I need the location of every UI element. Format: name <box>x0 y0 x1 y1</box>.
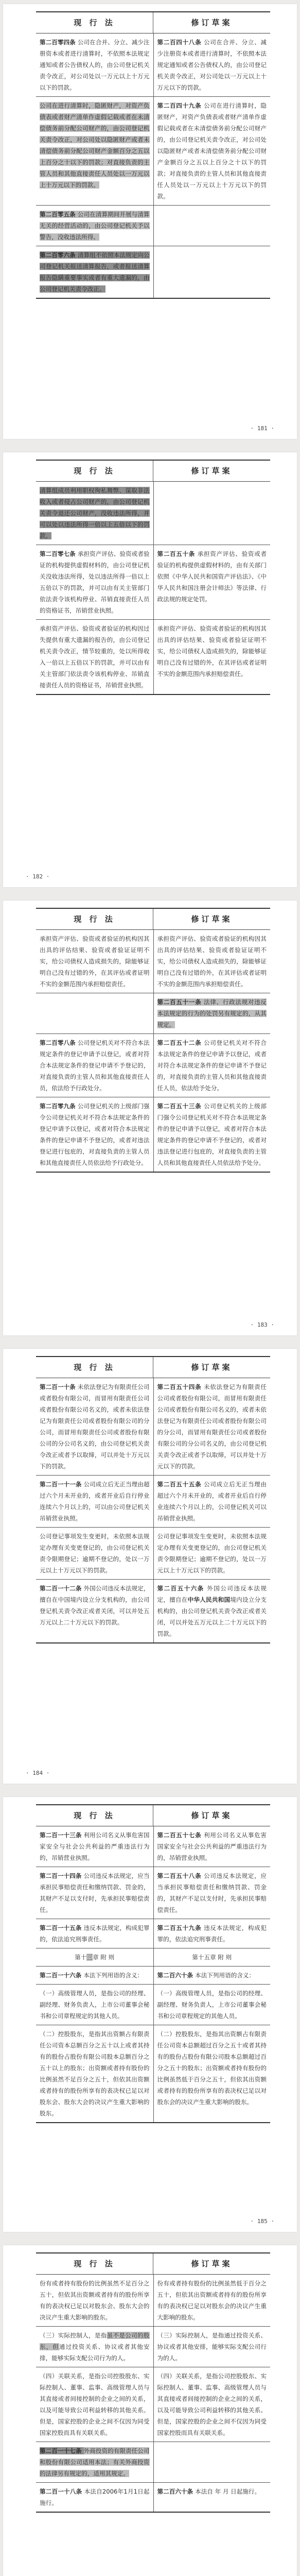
table-row <box>36 2275 270 2327</box>
table-row <box>36 206 270 246</box>
page-185 <box>3 1797 297 2232</box>
current-law-cell <box>36 1826 153 1867</box>
revised-draft-cell <box>153 1948 271 1966</box>
article-number: 第二百一十三条 <box>40 1832 84 1839</box>
provision-text: 三 <box>86 1954 93 1961</box>
provision-text: 外国公司违反本法规定，擅自在 <box>157 1585 267 1603</box>
revised-draft-cell <box>153 930 271 993</box>
page-183 <box>3 901 297 1335</box>
revised-draft-cell <box>153 1826 271 1867</box>
provision-text: 公司在进行清算时，隐匿财产，对资产负债表或者财产清单作虚假记载或者在未清偿债务前分配公司财产的，由公司登记机关责令改正，对公司处以隐匿财产或者未清偿债务前分配公司财产金额百分之五以上百分之十以下的罚款；对直接负责的主管人员和其他直接责任人员处以一万元以上十万元以下的罚款。 <box>157 102 267 200</box>
provision-text: 公司登记机关的上级部门强令公司登记机关对不符合本法规定条件的登记申请予以登记，或者对符合本法规定条件的登记申请不予登记的，或者对违法登记进行包庇的，对直接负责的主管人员和其他直接责任人员依法给予行政处分。 <box>40 1103 150 1166</box>
provision-text: 公司在进行清算时，隐匿财产，对资产负债表或者财产清单作虚假记载或者在未清偿债务前分配公司财产的，由公司登记机关责令改正，对公司处以隐匿财产或者未清偿债务前分配公司财产金额百分之五以上百分之十以下的罚款；对直接负责的主管人员和其他直接责任人员处以一万元以上十万元以下的罚款。 <box>40 102 150 189</box>
table-row <box>36 482 270 545</box>
article-number: 第二百五十条 <box>157 550 198 557</box>
provision-text: （二）控股股东，是指其出资额占有限责任公司资本总额百分之五十以上或者其持有的股份占股份有限公司股本总额百分之五十以上的股东；出资额或者持有股份的比例虽然不足百分之五十，但依其出资额或者持有的股份所享有的表决权已足以对股东会、股东大会的决议产生重大影响的股东。 <box>40 2030 150 2117</box>
revised-draft-cell <box>153 246 271 298</box>
revised-draft-cell <box>153 2367 271 2442</box>
provision-text: 公司登记事项发生变更时，未依照本法规定办理有关变更登记的，由公司登记机关责令限期登记；逾期不登记的，处以一万元以上十万元以下的罚款。 <box>157 1533 267 1574</box>
article-number: 第二百五十五条 <box>157 1481 204 1488</box>
article-number: 第二百零八条 <box>40 1039 78 1046</box>
article-number: 第二百一十一条 <box>40 1481 84 1488</box>
table-row <box>36 1867 270 1919</box>
table-row <box>36 246 270 298</box>
table-row <box>36 1476 270 1528</box>
current-law-cell <box>36 1476 153 1527</box>
current-law-cell <box>36 620 153 694</box>
provision-text: 违反本法规定，构成犯罪的，依法追究刑事责任。 <box>40 1924 150 1943</box>
current-law-cell <box>36 1580 153 1642</box>
comparison-table <box>36 2252 270 2513</box>
revised-draft-header: 修订草案 <box>153 12 270 33</box>
table-row <box>36 33 270 97</box>
revised-draft-header: 修订草案 <box>153 909 270 929</box>
table-rows <box>36 33 270 298</box>
provision-text: （三）实际控制人，是指 <box>40 2332 107 2339</box>
current-law-cell <box>36 246 153 298</box>
table-row <box>36 97 270 206</box>
provision-text: 清算组成员利用职权徇私舞弊、谋取非法收入或者侵占公司财产的，由公司登记机关责令退还公司财产，没收违法所得，并可以处以违法所得一倍以上五倍以下的罚款。 <box>40 487 150 539</box>
article-number: 中华人民共和国 <box>187 1596 231 1603</box>
article-number: 第二百四十八条 <box>157 39 204 46</box>
provision-text: 违反本法规定，构成犯罪的，依法追究刑事责任。 <box>157 1924 267 1943</box>
page-number: · 182 · <box>26 873 50 880</box>
comparison-table <box>36 1804 270 2123</box>
table-row <box>36 993 270 1034</box>
table-row <box>36 1826 270 1867</box>
revised-draft-cell <box>153 1967 271 1984</box>
provision-text: 法律、行政法规对违反本法规定的行为的处罚另有规定的，从其规定。 <box>157 998 267 1028</box>
article-number: 第二百零四条 <box>40 39 78 46</box>
revised-draft-cell <box>153 1580 271 1642</box>
page-number: · 183 · <box>250 1321 274 1328</box>
revised-draft-cell <box>153 2025 271 2122</box>
article-number: 第二百零五条 <box>40 211 78 218</box>
current-law-cell <box>36 1528 153 1579</box>
revised-draft-cell <box>153 1919 271 1948</box>
comparison-table <box>36 11 270 299</box>
provision-text: 公司成立后无正当理由超过六个月未开业的，或者开业后自行停业连续六个月以上的，公司登记机关可以吊销营业执照。 <box>157 1481 267 1522</box>
provision-text: 境内设立分支机构的，由公司登记机关责令改正或者关闭，可以并处五万元以上二十万元以下的罚款。 <box>157 1596 267 1637</box>
table-row <box>36 2025 270 2122</box>
revised-draft-cell <box>153 1034 271 1097</box>
provision-text: 承担资产评估、验资或者验证的机构因其出具的评估结果、验资或者验证证明不实，给公司债权人造成损失的，除能够证明自己没有过错的外，在其评估或者证明不实的金额范围内承担赔偿责任。 <box>40 935 150 988</box>
revised-draft-cell <box>153 33 271 96</box>
provision-text: 承担资产评估、验资或者验证的机构因其出具的评估结果、验资或者验证证明不实，给公司债权人造成损失的，除能够证明自己没有过错的外，在其评估或者证明不实的金额范围内承担赔偿责任。 <box>157 625 267 677</box>
table-row <box>36 620 270 694</box>
article-number: 第二百五十六条 <box>157 1585 207 1592</box>
article-number: 第二百六十条 <box>157 2488 196 2495</box>
table-row <box>36 1948 270 1967</box>
current-law-cell <box>36 1919 153 1948</box>
table-row <box>36 545 270 620</box>
provision-text: 承担资产评估、验资或者验证的机构因过失提供有重大遗漏的报告的，由公司登记机关责令改正，情节较重的，处以所得收入一倍以上五倍以下的罚款，并可以由有关主管部门依法责令该机构停业、吊销直接责任人员的资格证书，吊销营业执照。 <box>40 625 150 689</box>
current-law-cell <box>36 993 153 1033</box>
current-law-cell <box>36 1867 153 1919</box>
provision-text: （二）控股股东，是指其出资额占有限责任公司资本总额超过百分之五十或者其持有的股份占股份有限公司股本总额超过百分之五十的股东；出资额或者持有股份的比例虽然低于百分之五十，但依其出资额或者持有的股份所享有的表决权已足以对股东会的决议产生重大影响的股东。 <box>157 2030 267 2106</box>
current-law-header: 现 行 法 <box>74 1811 115 1820</box>
page-182 <box>3 452 297 887</box>
table-header <box>36 909 270 930</box>
table-rows <box>36 1378 270 1642</box>
provision-text: 第十五章 附 则 <box>192 1954 232 1961</box>
provision-text: 公司成立后无正当理由超过六个月未开业的，或者开业后自行停业连续六个月以上的，可以由公司登记机关吊销营业执照。 <box>40 1481 150 1522</box>
provision-text: 公司在清算期间开展与清算无关的经营活动的，由公司登记机关予以警告，没收违法所得。 <box>40 211 150 241</box>
article-number: 第二百五十七条 <box>157 1832 204 1839</box>
current-law-cell <box>36 2025 153 2122</box>
provision-text: 清算组不依照本法规定向公司登记机关报送清算报告，或者报送清算报告隐瞒重要事实或者有重大遗漏的，由公司登记机关责令改正。 <box>40 251 150 293</box>
table-rows <box>36 1826 270 2122</box>
current-law-header: 现 行 法 <box>74 2259 115 2268</box>
article-number: 第二百一十五条 <box>40 1924 84 1931</box>
current-law-cell <box>36 482 153 545</box>
article-number: 第二百六十条 <box>157 1972 196 1979</box>
revised-draft-cell <box>153 1867 271 1919</box>
current-law-cell <box>36 2275 153 2326</box>
revised-draft-header: 修订草案 <box>153 1357 270 1378</box>
article-number: 第二百五十四条 <box>157 1383 204 1391</box>
provision-text: 份有或者持有股份的比例虽然不足百分之五十，但依其出资额或者持有的股份所享有的表决权已足以对股东会、股东大会的决议产生重大影响的股东。 <box>40 2280 150 2321</box>
current-law-cell <box>36 2367 153 2442</box>
article-number: 第二百零七条 <box>40 550 78 557</box>
table-header <box>36 1805 270 1826</box>
provision-text: 未依法登记为有限责任公司或者股份有限公司，而冒用有限责任公司或者股份有限公司名义的，或者未依法登记为有限责任公司或者股份有限公司的分公司，而冒用有限责任公司或者股份有限公司的分公司名义的，由公司登记机关责令改正或者予以取缔，可以并处十万元以下的罚款。 <box>157 1383 267 1470</box>
table-row <box>36 1580 270 1642</box>
table-header <box>36 12 270 33</box>
current-law-cell <box>36 930 153 993</box>
article-number: 第二百零九条 <box>40 1103 78 1110</box>
current-law-cell <box>36 1378 153 1475</box>
revised-draft-cell <box>153 1985 271 2025</box>
table-row <box>36 1097 270 1172</box>
table-row <box>36 1967 270 1985</box>
article-number: 第二百五十二条 <box>157 1039 204 1046</box>
article-number: 第二百五十八条 <box>157 1872 204 1879</box>
article-number: 第二百零六条 <box>40 251 78 259</box>
comparison-table <box>36 1356 270 1643</box>
current-law-cell <box>36 1097 153 1172</box>
page-number: · 185 · <box>250 2218 274 2225</box>
provision-text: 公司违反本法规定，应当承担民事赔偿责任和缴纳罚款、罚金的，其财产不足以支付时，先承担民事赔偿责任。 <box>40 1872 150 1913</box>
current-law-header: 现 行 法 <box>74 1363 115 1372</box>
table-header <box>36 461 270 482</box>
article-number: 第二百一十条 <box>40 1383 78 1391</box>
page-184 <box>3 1349 297 1784</box>
provision-text: 第十 <box>75 1954 87 1961</box>
revised-draft-cell <box>153 2275 271 2326</box>
table-row <box>36 1985 270 2025</box>
table-row <box>36 2327 270 2367</box>
current-law-cell <box>36 1948 153 1966</box>
provision-text: 通过投资关系、协议或者其他安排，能够实际支配公司行为的人。 <box>40 2343 150 2362</box>
comparison-table <box>36 908 270 1173</box>
provision-text: 公司在合并、分立、减少注册资本或者进行清算时，不依照本法规定通知或者公告债权人的，由公司登记机关责令改正，对公司处以一万元以上十万元以下的罚款。 <box>157 39 267 91</box>
table-rows <box>36 2275 270 2512</box>
revised-draft-cell <box>153 1476 271 1527</box>
article-number: 第二百一十八条 <box>40 2488 84 2495</box>
provision-text: 承担资产评估、验资或者验证的机构提供虚假材料的，由有关部门依照《中华人民共和国资产评估法》、《中华人民共和国注册会计师法》等法律、行政法规的规定处罚。 <box>157 550 267 603</box>
provision-text: 本法下列用语的含义： <box>195 1972 255 1979</box>
revised-draft-cell <box>153 1528 271 1579</box>
current-law-cell <box>36 1985 153 2025</box>
current-law-cell <box>36 97 153 205</box>
page-186 <box>3 2245 297 2576</box>
table-row <box>36 1528 270 1580</box>
revised-draft-cell <box>153 993 271 1033</box>
article-number: 第二百四十九条 <box>157 102 204 109</box>
article-number: 第二百一十二条 <box>40 1585 84 1592</box>
revised-draft-header: 修订草案 <box>153 2253 270 2274</box>
current-law-cell <box>36 545 153 619</box>
current-law-cell <box>36 1967 153 1984</box>
revised-draft-header: 修订草案 <box>153 461 270 481</box>
current-law-cell <box>36 2327 153 2367</box>
current-law-header: 现 行 法 <box>74 466 115 476</box>
current-law-cell <box>36 2442 153 2482</box>
provision-text: 本法自2006年1月1日起施行。 <box>40 2488 150 2506</box>
provision-text: 公司登记机关对不符合本法规定条件的登记申请予以登记，或者对符合本法规定条件的登记申请不予登记的，对直接负责的主管人员和其他直接责任人员，依法给予处分。 <box>157 1039 267 1092</box>
provision-text: 份有或者持有股份的比例虽然低于百分之五十，但依其出资额或者持有的股份所享有的表决权已足以对股东会的决议产生重大影响的股东。 <box>157 2280 267 2321</box>
table-row <box>36 2483 270 2512</box>
provision-text: 本法下列用语的含义： <box>83 1972 144 1979</box>
provision-text: 外国公司违反本法规定，擅自在中国境内设立分支机构的，由公司登记机关责令改正或者关闭，可以并处五万元以上二十万元以下的罚款。 <box>40 1585 150 1626</box>
current-law-header: 现 行 法 <box>74 18 115 27</box>
comparison-table <box>36 460 270 695</box>
revised-draft-cell <box>153 2483 271 2512</box>
article-number: 第二百一十四条 <box>40 1872 84 1879</box>
provision-text: 承担资产评估、验资或者验证的机构提供虚假材料的，由公司登记机关没收违法所得，处以违法所得一倍以上五倍以下的罚款，并可以由有关主管部门依法责令该机构停业、吊销直接责任人员的资格证书，吊销营业执照。 <box>40 550 150 614</box>
provision-text: 公司登记机关对不符合本法规定条件的登记申请予以登记，或者对符合本法规定条件的登记申请不予登记的，对直接负责的主管人员和其他直接责任人员，依法给予行政处分。 <box>40 1039 150 1092</box>
provision-text: 外商投资的有限责任公司和股份有限公司适用本法；有关外商投资的法律另有规定的，适用其规定。 <box>40 2447 150 2477</box>
revised-draft-cell <box>153 545 271 619</box>
provision-text: 虽不是公司的股东，但 <box>40 2332 150 2350</box>
article-number: 第二百五十九条 <box>157 1924 204 1931</box>
provision-text: （四）关联关系，是指公司控股股东、实际控制人、董事、监事、高级管理人员与其直接或者间接控制的企业之间的关系，以及可能导致公司利益转移的其他关系。但是，国家控股的企业之间不仅因为同受国家控股而具有关联关系。 <box>157 2372 267 2436</box>
revised-draft-cell <box>153 1097 271 1172</box>
provision-text: （一）高级管理人员，是指公司的经理、副经理、财务负责人，上市公司董事会秘书和公司章程规定的其他人员。 <box>40 1990 150 2020</box>
revised-draft-cell <box>153 620 271 694</box>
article-number: 第二百五十一条 <box>157 998 204 1006</box>
current-law-cell <box>36 33 153 96</box>
revised-draft-cell <box>153 482 271 545</box>
provision-text: 利用公司名义从事危害国家安全与社会公共利益的严重违法行为的，吊销营业执照。 <box>157 1832 267 1861</box>
table-rows <box>36 930 270 1172</box>
provision-text: 公司登记机关的上级部门强令公司登记机关对不符合本法规定条件的登记申请予以登记，或者对符合本法规定条件的登记申请不予登记的，或者对违法登记进行包庇的，对直接负责的主管人员和其他直接责任人员依法给予处分。 <box>157 1103 267 1166</box>
provision-text: 承担资产评估、验资或者验证的机构因其出具的评估结果、验资或者验证证明不实，给公司债权人造成损失的，除能够证明自己没有过错的外，在其评估或者证明不实的金额范围内承担赔偿责任。 <box>157 935 267 988</box>
page-181 <box>3 4 297 439</box>
current-law-header: 现 行 法 <box>74 914 115 924</box>
provision-text: 本法自 年 月 日起施行。 <box>195 2488 261 2495</box>
table-row <box>36 1034 270 1097</box>
provision-text: 未依法登记为有限责任公司或者股份有限公司，而冒用有限责任公司或者股份有限公司名义的，或者未依法登记为有限责任公司或者股份有限公司的分公司，而冒用有限责任公司或者股份有限公司的分公司名义的，由公司登记机关责令改正或者予以取缔，可以并处十万元以下的罚款。 <box>40 1383 150 1470</box>
revised-draft-header: 修订草案 <box>153 1805 270 1826</box>
revised-draft-cell <box>153 206 271 246</box>
revised-draft-cell <box>153 2442 271 2482</box>
provision-text: 公司违反本法规定，应当承担民事赔偿责任和缴纳罚款、罚金的，其财产不足以支付时，先承担民事赔偿责任。 <box>157 1872 267 1913</box>
current-law-cell <box>36 2483 153 2512</box>
table-row <box>36 930 270 993</box>
table-header <box>36 1357 270 1378</box>
provision-text: （三）实际控制人，是指通过投资关系、协议或者其他安排，能够实际支配公司行为的人。 <box>157 2332 267 2362</box>
provision-text: 公司登记事项发生变更时，未依照本法规定办理有关变更登记的，由公司登记机关责令限期登记；逾期不登记的，处以一万元以上十万元以下的罚款。 <box>40 1533 150 1574</box>
revised-draft-cell <box>153 97 271 205</box>
provision-text: （一）高级管理人员，是指公司的经理、副经理、财务负责人，上市公司董事会秘书和公司章程规定的其他人员。 <box>157 1990 267 2020</box>
current-law-cell <box>36 1034 153 1097</box>
article-number: 第二百五十三条 <box>157 1103 204 1110</box>
current-law-cell <box>36 206 153 246</box>
table-row <box>36 1378 270 1476</box>
table-row <box>36 1919 270 1948</box>
provision-text: 利用公司名义从事危害国家安全与社会公共利益的严重违法行为的，吊销营业执照。 <box>40 1832 150 1861</box>
revised-draft-cell <box>153 1378 271 1475</box>
table-row <box>36 2367 270 2442</box>
article-number: 第二百一十六条 <box>40 1972 84 1979</box>
page-number: · 184 · <box>26 1770 50 1776</box>
table-header <box>36 2253 270 2275</box>
table-rows <box>36 482 270 694</box>
revised-draft-cell <box>153 2327 271 2367</box>
article-number: 第二百一十七条 <box>40 2447 84 2454</box>
provision-text: （四）关联关系，是指公司控股股东、实际控制人、董事、监事、高级管理人员与其直接或者间接控制的企业之间的关系，以及可能导致公司利益转移的其他关系。但是，国家控股的企业之间不仅因为同受国家控股而具有关联关系。 <box>40 2372 150 2436</box>
table-row <box>36 2442 270 2483</box>
page-number: · 181 · <box>250 425 274 432</box>
provision-text: 公司在合并、分立、减少注册资本或者进行清算时，不依照本法规定通知或者公告债权人的，由公司登记机关责令改正，对公司处以一万元以上十万元以下的罚款。 <box>40 39 150 91</box>
provision-text: 章 附 则 <box>93 1954 115 1961</box>
